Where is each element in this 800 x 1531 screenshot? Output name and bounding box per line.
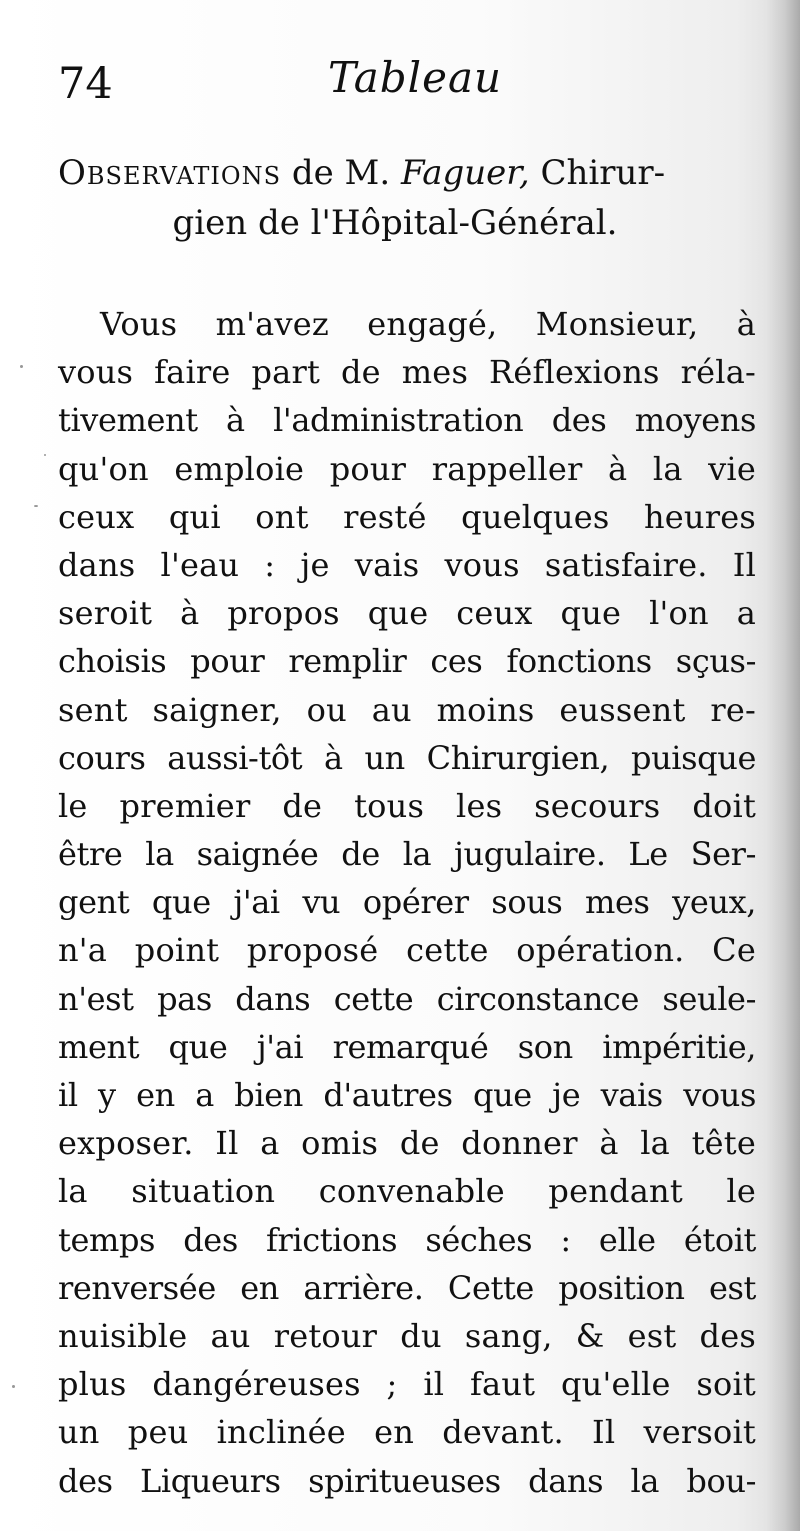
text-line: tivement à l'administration des moyens xyxy=(58,401,756,440)
paper-speck xyxy=(20,365,23,368)
page-number: 74 xyxy=(58,59,113,109)
text-line: seroit à propos que ceux que l'on a xyxy=(58,594,756,633)
title-line-1-tail: Chirur- xyxy=(540,153,666,193)
text-line: cours aussi-tôt à un Chirurgien, puisque xyxy=(58,738,756,777)
section-title-line-1 xyxy=(58,148,758,198)
page-gutter-shadow xyxy=(766,0,800,1531)
title-de-word: de M. xyxy=(291,153,391,193)
title-author-name: Faguer, xyxy=(400,153,530,193)
text-line: Vous m'avez engagé, Monsieur, à xyxy=(100,305,756,343)
text-line: gent que j'ai vu opérer sous mes yeux, xyxy=(58,883,756,922)
text-line: n'a point proposé cette opération. Ce xyxy=(58,931,756,970)
text-line: renversée en arrière. Cette position est xyxy=(58,1268,756,1307)
paper-speck xyxy=(34,505,38,507)
text-line: choisis pour remplir ces fonctions sçus- xyxy=(58,642,756,681)
text-line: sent saigner, ou au moins eussent re- xyxy=(58,690,756,729)
paper-speck xyxy=(12,1385,15,1388)
text-line: qu'on emploie pour rappeller à la vie xyxy=(58,449,756,488)
text-line: ment que j'ai remarqué son impéritie, xyxy=(58,1027,756,1066)
running-head: Tableau xyxy=(328,53,503,102)
title-observations-word: Observations xyxy=(58,153,282,193)
paper-speck xyxy=(44,454,46,456)
section-title-line-2: gien de l'Hôpital-Général. xyxy=(172,203,618,243)
text-line: un peu inclinée en devant. Il versoit xyxy=(58,1413,756,1452)
text-line: des Liqueurs spiritueuses dans la bou- xyxy=(58,1461,756,1500)
page-header xyxy=(56,52,756,112)
text-line: être la saignée de la jugulaire. Le Ser- xyxy=(58,835,756,874)
text-line: temps des frictions séches : elle étoit xyxy=(58,1220,756,1259)
text-line: ceux qui ont resté quelques heures xyxy=(58,497,756,536)
section-title xyxy=(58,148,758,248)
text-line: dans l'eau : je vais vous satisfaire. Il xyxy=(58,545,756,584)
text-line: il y en a bien d'autres que je vais vous xyxy=(58,1076,756,1114)
text-line: n'est pas dans cette circonstance seule- xyxy=(58,979,756,1018)
text-line: le premier de tous les secours doit xyxy=(58,786,756,825)
text-line: la situation convenable pendant le xyxy=(58,1172,756,1211)
text-line: nuisible au retour du sang, & est des xyxy=(58,1316,756,1355)
text-line: vous faire part de mes Réflexions réla- xyxy=(58,353,756,392)
body-text xyxy=(58,300,756,1505)
text-line: exposer. Il a omis de donner à la tête xyxy=(58,1124,756,1163)
text-line: plus dangéreuses ; il faut qu'elle soit xyxy=(58,1365,756,1404)
